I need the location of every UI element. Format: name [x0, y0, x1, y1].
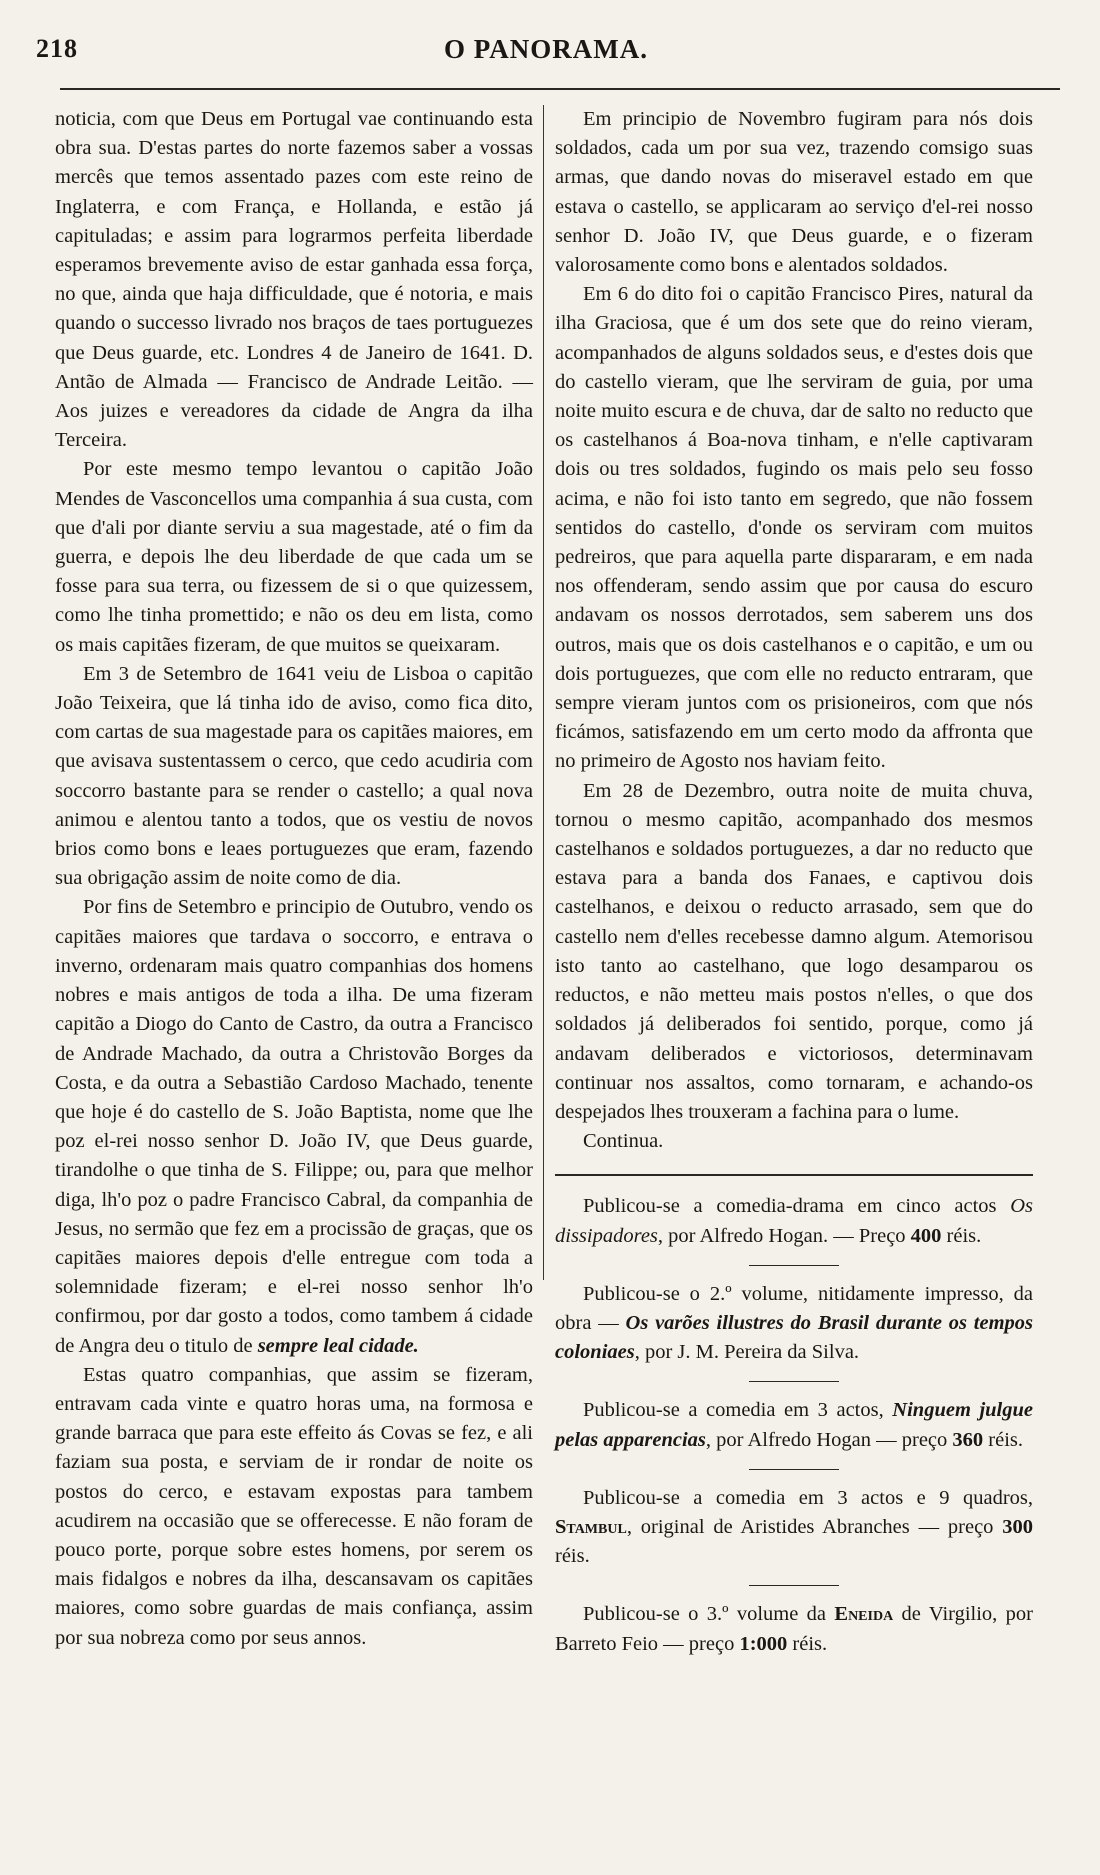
paragraph: Em 3 de Setembro de 1641 veiu de Lisboa o capitão João Teixeira, que lá tinha ido de aviso, como fica dito, com cartas de sua magestade para os capitães maiores, em que avisava sustentassem o cerco, que cedo acudiria com soccorro bastante para se render o castello; a qual nova animou e alentou tanto a todos, que os vestiu de novos brios como bons e leaes portuguezes que eram, fazendo sua obrigação assim de noite como de dia. — [55, 662, 533, 890]
left-column — [55, 105, 533, 1653]
notice-text: Publicou-se a comedia em 3 actos e 9 quadros, — [583, 1486, 1033, 1509]
notice-text: Publicou-se o 3.º volume da — [583, 1603, 835, 1626]
paragraph: Em 6 do dito foi o capitão Francisco Pires, natural da ilha Graciosa, que é um dos sete que do reino vieram, acompanhados de alguns soldados seus, e d'estes dois que do castello vieram, que lhe serviram de guia, por uma noite muito escura e de chuva, dar de salto no reducto que os castelhanos á Boa-nova tinham, e n'elle captivaram dois ou tres soldados, fugindo os mais pelo seu fosso acima, e não foi isto tanto em segredo, que não fossem sentidos do castello, d'onde os serviram com muitos pedreiros, que para aquella parte dispararam, e em nada nos offenderam, sendo assim que por causa do escuro andavam os nossos derrotados, sem saberem uns dos outros, mais que os dois castelhanos e o capitão, e um ou dois portuguezes, que com elle no reducto entraram, que sempre vieram juntos com os prisioneiros, com que nós ficámos, satisfazendo em um certo modo da affronta que no primeiro de Agosto nos haviam feito. — [555, 283, 1033, 773]
right-column — [555, 105, 1033, 1659]
notice-text: , por Alfredo Hogan — preço — [705, 1428, 953, 1451]
column-divider — [543, 105, 544, 1280]
paragraph: noticia, com que Deus em Portugal vae continuando esta obra sua. D'estas partes do norte fazemos saber a vossas mercês que temos assentado pazes com este reino de Inglaterra, e com França, e Hollanda, e estão já capituladas; e assim para lograrmos perfeita liberdade esperamos brevemente aviso de estar ganhada essa força, no que, ainda que haja difficuldade, que é notoria, e mais quando o successo livrado nos braços de taes portuguezes que Deus guarde, etc. Londres 4 de Janeiro de 1641. D. Antão de Almada — Francisco de Andrade Leitão. — Aos juizes e vereadores da cidade de Angra da ilha Terceira. — [55, 108, 533, 452]
notice-price: 360 — [952, 1428, 984, 1451]
notice-item — [555, 1484, 1033, 1572]
notice-text: réis. — [941, 1224, 982, 1247]
continua-label: Continua. — [583, 1130, 664, 1153]
notice-rule — [749, 1265, 839, 1266]
notice-item — [555, 1396, 1033, 1454]
notice-price: 400 — [910, 1224, 942, 1247]
notice-text: , por J. M. Pereira da Silva. — [634, 1341, 860, 1364]
notice-text: réis. — [787, 1632, 828, 1655]
notice-text: , por Alfredo Hogan. — Preço — [657, 1224, 911, 1247]
notice-title: Ninguem julgue pelas apparencias — [555, 1399, 1034, 1451]
notice-title: Os dissipadores — [555, 1195, 1033, 1247]
paragraph: Estas quatro companhias, que assim se fizeram, entravam cada vinte e quatro horas uma, na formosa e grande barraca que para este effeito ás Covas se fez, e ali faziam sua posta, e serviam de ir rondar de noite os postos do cerco, e estavam expostas para tambem acudirem na occasião que se offerecesse. E não foram de pouco porte, porque sobre estes homens, por serem os mais fidalgos e nobres da ilha, descansavam os capitães maiores, como sobre guardas de mais confiança, assim por sua nobreza como por seus annos. — [55, 1363, 533, 1649]
notice-text: réis. — [983, 1428, 1024, 1451]
paragraph: Em principio de Novembro fugiram para nós dois soldados, cada um por sua vez, trazendo comsigo suas armas, que dando novas do miseravel estado em que estava o castello, se applicaram ao serviço d'el-rei nosso senhor D. João IV, que Deus guarde, e o fizeram valorosamente como bons e alentados soldados. — [555, 108, 1033, 277]
notice-price: 1:000 — [739, 1632, 788, 1655]
notice-rule — [749, 1469, 839, 1470]
running-title: O PANORAMA. — [444, 34, 648, 64]
notice-item — [555, 1280, 1033, 1368]
paragraph: Em 28 de Dezembro, outra noite de muita chuva, tornou o mesmo capitão, acompanhado dos mesmos castelhanos e soldados portuguezes, a dar no reducto que estava para a banda dos Fanaes, e captivou dois castelhanos, e deixou o reducto arrasado, sem que do castello nem d'elles recebesse damno algum. Atemorisou isto tanto ao castelhano, que logo desamparou os reductos, e não metteu mais postos n'elles, o que dos soldados já deliberados foi sentido, porque, como já andavam deliberados e victoriosos, determinavam continuar nos assaltos, como tornaram, e achando-os despejados lhes trouxeram a fachina para o lume. — [555, 779, 1033, 1123]
paragraph: Por este mesmo tempo levantou o capitão João Mendes de Vasconcellos uma companhia á sua custa, com que d'ali por diante serviu a sua magestade, até o fim da guerra, e depois lhe deu liberdade de que cada um se fosse para sua terra, ou fizessem de si o que quizessem, como lhe tinha promettido; e não os deu em lista, como os mais capitães fizeram, de que muitos se queixaram. — [55, 458, 533, 656]
page-number: 218 — [36, 34, 78, 63]
notice-rule — [749, 1585, 839, 1586]
notice-text: Publicou-se a comedia-drama em cinco actos — [583, 1195, 1011, 1218]
paragraph — [55, 893, 533, 1360]
notice-rule — [749, 1381, 839, 1382]
header-rule — [60, 88, 1060, 90]
page-header — [36, 28, 1056, 72]
paragraph-text: Por fins de Setembro e principio de Outubro, vendo os capitães maiores que tardava o soccorro, e entrava o inverno, ordenaram mais quatro companhias dos homens nobres e mais antigos de toda a ilha. De uma fizeram capitão a Diogo do Canto de Castro, da outra a Francisco de Andrade Machado, da outra a Christovão Borges da Costa, e da outra a Sebastião Cardoso Machado, tenente que hoje é do castello de S. João Baptista, nome que lhe poz el-rei nosso senhor D. João IV, que Deus guarde, tirandolhe o que tinha de S. Filippe; ou, para que melhor diga, lh'o poz o padre Francisco Cabral, da companhia de Jesus, no sermão que fez em a procissão de graças, que os capitães maiores depois d'elle entregue com toda a solemnidade fizeram; e el-rei nosso senhor lh'o confirmou, por dar gosto a todos, como tambem á cidade de Angra deu o titulo de — [55, 896, 533, 1357]
notice-title: Os varões illustres do Brasil durante os tempos coloniaes — [555, 1311, 1033, 1364]
notice-title: Stambul — [555, 1515, 627, 1538]
notice-text: réis. — [555, 1545, 590, 1568]
notice-item — [555, 1600, 1033, 1658]
notice-item — [555, 1192, 1033, 1250]
notice-text: Publicou-se o 2.º volume, nitidamente impresso, da obra — — [555, 1282, 1033, 1334]
notice-price: 300 — [1002, 1515, 1033, 1538]
section-rule — [555, 1174, 1033, 1176]
notice-text: de Virgilio, por Barreto Feio — preço — [555, 1603, 1033, 1655]
notice-text: , original de Aristides Abranches — preço — [626, 1515, 1003, 1538]
notice-title: Eneida — [834, 1603, 894, 1626]
notice-text: Publicou-se a comedia em 3 actos, — [583, 1399, 893, 1422]
title-phrase: sempre leal cidade. — [257, 1334, 419, 1357]
